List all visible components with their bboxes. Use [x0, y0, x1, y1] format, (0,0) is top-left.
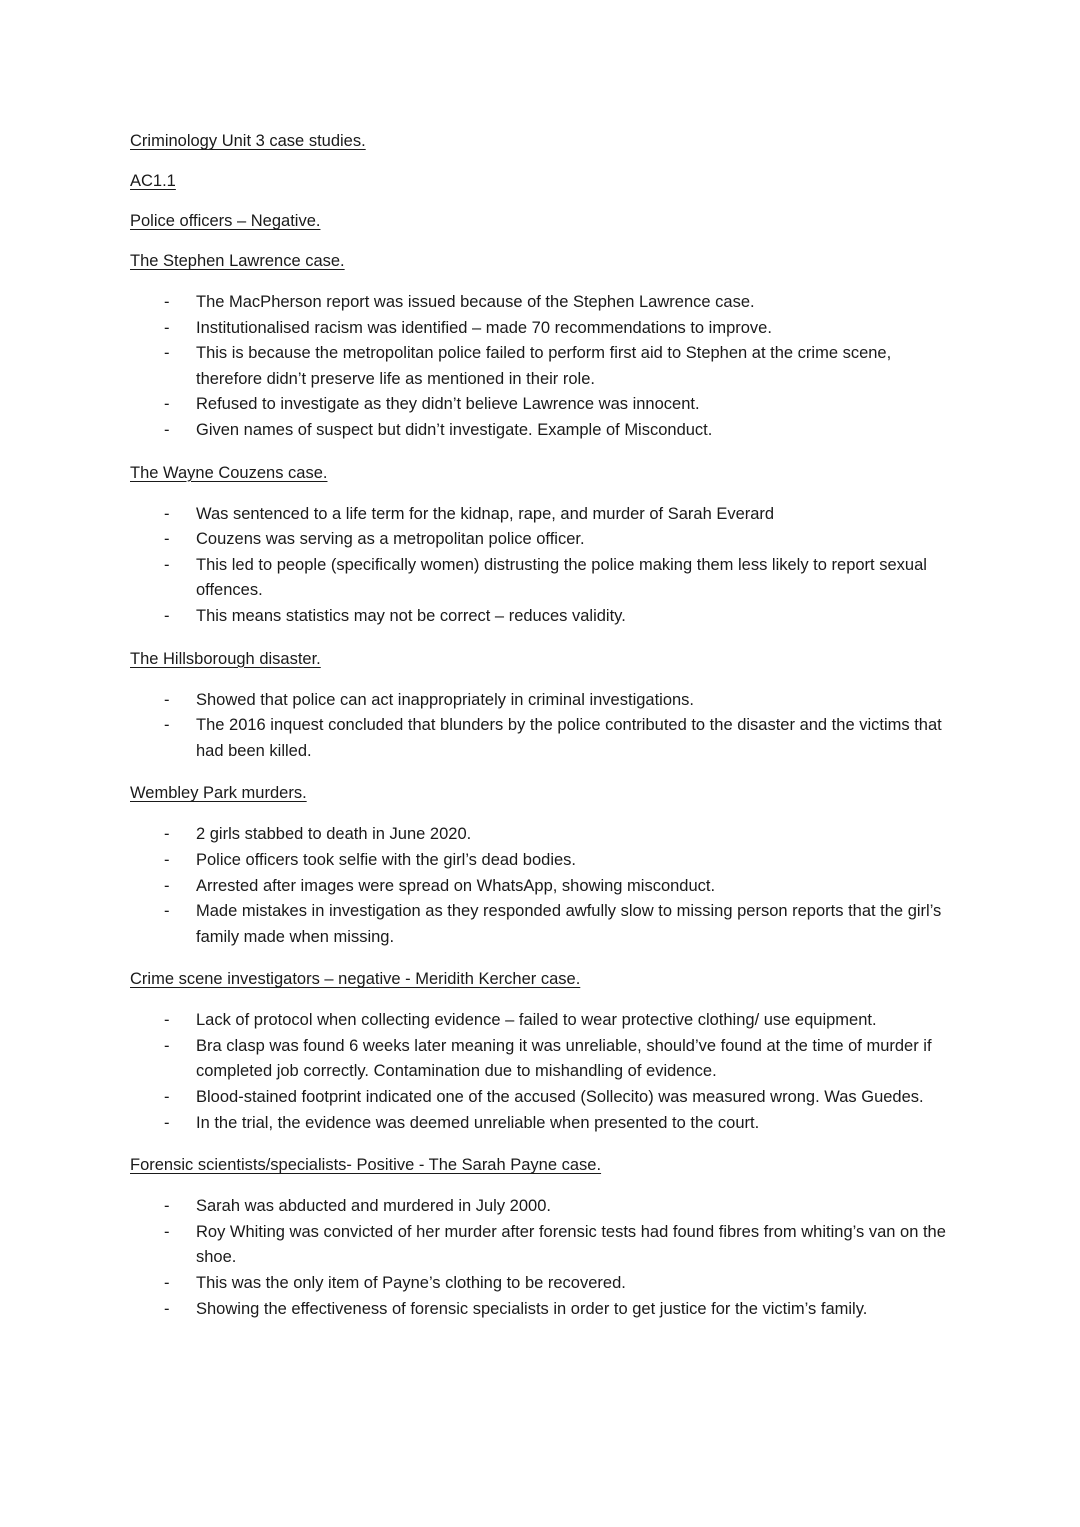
section-heading: The Hillsborough disaster.	[130, 649, 321, 668]
list-item	[130, 1194, 960, 1220]
list-item	[130, 527, 960, 553]
bullet-marker: -	[164, 1088, 170, 1107]
list-item-text: Lack of protocol when collecting evidence – failed to wear protective clothing/ use equipment.	[196, 1011, 877, 1030]
bullet-list	[130, 502, 960, 630]
list-item	[130, 822, 960, 848]
bullet-marker: -	[164, 606, 170, 625]
bullet-marker: -	[164, 690, 170, 709]
bullet-marker: -	[164, 1222, 170, 1241]
list-item	[130, 1220, 960, 1271]
section-heading: The Wayne Couzens case.	[130, 463, 328, 482]
list-item-text: Roy Whiting was convicted of her murder after forensic tests had found fibres from whiting’s van on the shoe.	[196, 1222, 946, 1267]
list-item	[130, 1271, 960, 1297]
list-item	[130, 874, 960, 900]
bullet-marker: -	[164, 1036, 170, 1055]
list-item-text: This led to people (specifically women) distrusting the police making them less likely to report sexual offences.	[196, 555, 927, 600]
list-item-text: Given names of suspect but didn’t investigate. Example of Misconduct.	[196, 420, 713, 439]
bullet-marker: -	[164, 344, 170, 363]
list-item	[130, 1008, 960, 1034]
list-item-text: Showing the effectiveness of forensic specialists in order to get justice for the victim’s family.	[196, 1299, 868, 1318]
list-item-text: Couzens was serving as a metropolitan police officer.	[196, 530, 585, 549]
list-item	[130, 341, 960, 392]
bullet-marker: -	[164, 395, 170, 414]
list-item-text: Police officers took selfie with the girl’s dead bodies.	[196, 850, 577, 869]
document-title: Criminology Unit 3 case studies.	[130, 132, 366, 150]
bullet-marker: -	[164, 902, 170, 921]
section-heading: Forensic scientists/specialists- Positive - The Sarah Payne case.	[130, 1156, 602, 1175]
list-item-text: Institutionalised racism was identified – made 70 recommendations to improve.	[196, 318, 772, 337]
bullet-marker: -	[164, 504, 170, 523]
list-item-text: Showed that police can act inappropriately in criminal investigations.	[196, 690, 695, 709]
list-item-text: Sarah was abducted and murdered in July 2000.	[196, 1197, 551, 1216]
bullet-list	[130, 1008, 960, 1136]
list-item	[130, 316, 960, 342]
bullet-marker: -	[164, 555, 170, 574]
bullet-marker: -	[164, 1274, 170, 1293]
list-item-text: 2 girls stabbed to death in June 2020.	[196, 825, 472, 844]
list-item-text: Refused to investigate as they didn’t believe Lawrence was innocent.	[196, 395, 700, 414]
list-item	[130, 1297, 960, 1323]
list-item	[130, 1085, 960, 1111]
bullet-marker: -	[164, 420, 170, 439]
bullet-marker: -	[164, 1011, 170, 1030]
bullet-marker: -	[164, 1113, 170, 1132]
list-item-text: This was the only item of Payne’s clothing to be recovered.	[196, 1274, 626, 1293]
bullet-list	[130, 688, 960, 765]
section-heading: The Stephen Lawrence case.	[130, 252, 345, 270]
document-body	[130, 130, 960, 1340]
list-item-text: Was sentenced to a life term for the kidnap, rape, and murder of Sarah Everard	[196, 504, 775, 523]
list-item-text: This means statistics may not be correct – reduces validity.	[196, 606, 626, 625]
list-item-text: Bra clasp was found 6 weeks later meaning it was unreliable, should’ve found at the time of murder if completed job correctly. Contamination due to mishandling of evidence.	[196, 1036, 932, 1081]
list-item	[130, 848, 960, 874]
bullet-marker: -	[164, 876, 170, 895]
list-item	[130, 899, 960, 950]
list-item-text: Blood-stained footprint indicated one of the accused (Sollecito) was measured wrong. Was Guedes.	[196, 1088, 924, 1107]
list-item	[130, 418, 960, 444]
list-item-text: The MacPherson report was issued because of the Stephen Lawrence case.	[196, 293, 755, 311]
bullet-list	[130, 290, 960, 444]
list-item	[130, 1034, 960, 1085]
bullet-marker: -	[164, 530, 170, 549]
bullet-marker: -	[164, 716, 170, 735]
bullet-marker: -	[164, 1197, 170, 1216]
bullet-marker: -	[164, 1299, 170, 1318]
bullet-marker: -	[164, 293, 170, 311]
list-item	[130, 392, 960, 418]
section-heading: Wembley Park murders.	[130, 784, 307, 803]
list-item-text: Made mistakes in investigation as they responded awfully slow to missing person reports that the girl’s family made when missing.	[196, 902, 942, 946]
bullet-list	[130, 1194, 960, 1322]
bullet-marker: -	[164, 850, 170, 869]
bullet-marker: -	[164, 318, 170, 337]
list-item	[130, 713, 960, 764]
section-heading: Crime scene investigators – negative - Meridith Kercher case.	[130, 970, 581, 989]
list-item	[130, 604, 960, 630]
section-heading: AC1.1	[130, 172, 176, 190]
list-item	[130, 290, 960, 316]
list-item-text: Arrested after images were spread on WhatsApp, showing misconduct.	[196, 876, 716, 895]
list-item	[130, 553, 960, 604]
list-item	[130, 1111, 960, 1137]
list-item-text: This is because the metropolitan police failed to perform first aid to Stephen at the crime scene, therefore didn’t preserve life as mentioned in their role.	[196, 344, 892, 388]
list-item-text: The 2016 inquest concluded that blunders by the police contributed to the disaster and the victims that had been killed.	[196, 716, 942, 760]
list-item	[130, 688, 960, 714]
list-item	[130, 502, 960, 528]
section-heading: Police officers – Negative.	[130, 212, 321, 230]
list-item-text: In the trial, the evidence was deemed unreliable when presented to the court.	[196, 1113, 760, 1132]
bullet-marker: -	[164, 825, 170, 844]
bullet-list	[130, 822, 960, 950]
